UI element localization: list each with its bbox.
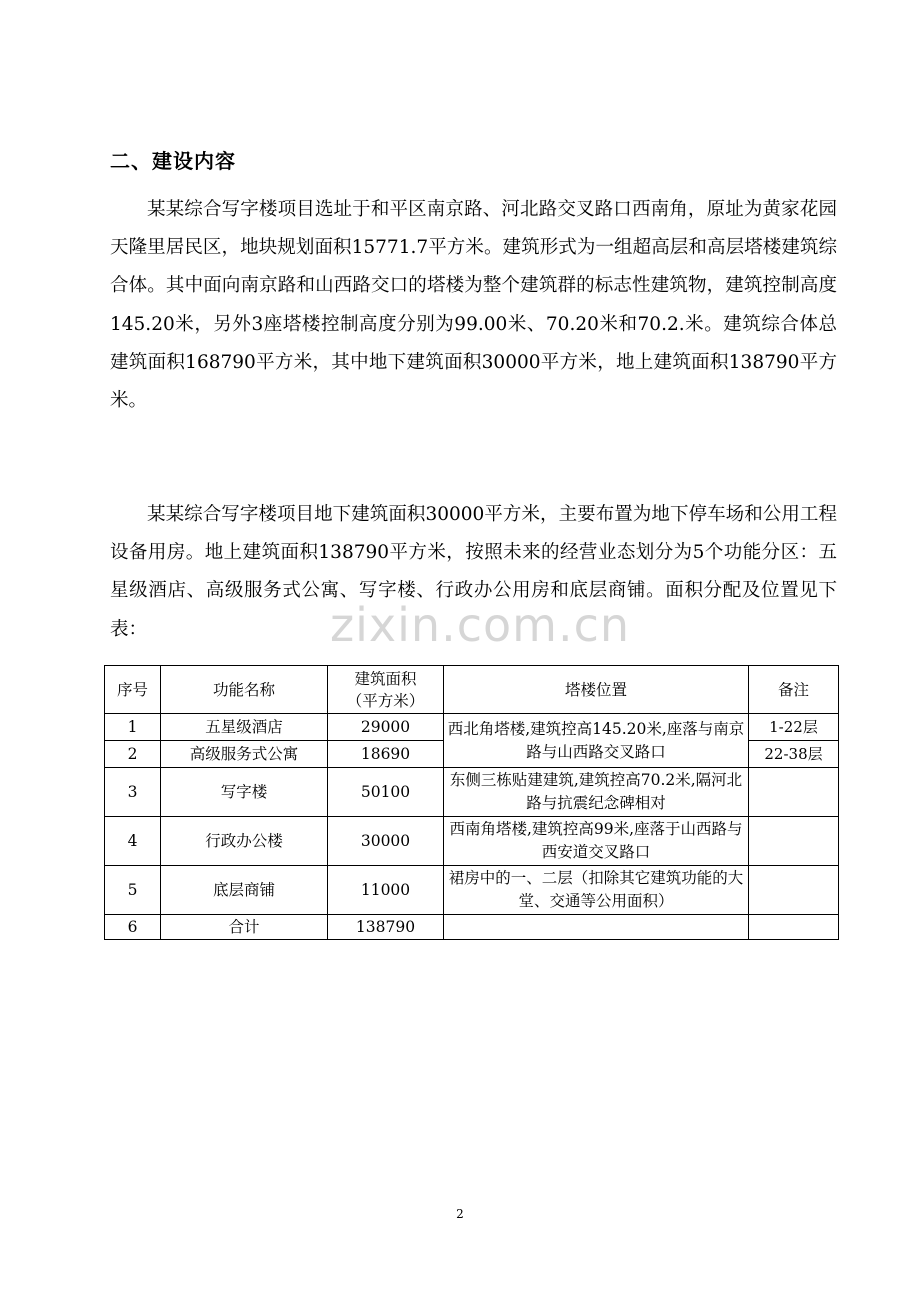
table-row xyxy=(105,768,839,817)
cell-name: 高级服务式公寓 xyxy=(161,741,328,768)
cell-location: 西南角塔楼,建筑控高99米,座落于山西路与西安道交叉路口 xyxy=(444,817,749,866)
paragraph-site-overview: 某某综合写字楼项目选址于和平区南京路、河北路交叉路口西南角，原址为黄家花园天隆里居民区，地块规划面积15771.7平方米。建筑形式为一组超高层和高层塔楼建筑综合体。其中面向南京路和山西路交口的塔楼为整个建筑群的标志性建筑物，建筑控制高度145.20米，另外3座塔楼控制高度分别为99.00米、70.20米和70.2.米。建筑综合体总建筑面积168790平方米，其中地下建筑面积30000平方米，地上建筑面积138790平方米。 xyxy=(110,199,837,412)
table-row-total xyxy=(105,915,839,940)
area-allocation-table xyxy=(104,665,839,940)
header-no: 序号 xyxy=(105,666,161,714)
cell-area: 18690 xyxy=(328,741,444,768)
cell-location xyxy=(444,915,749,940)
section-heading: 二、建设内容 xyxy=(110,149,236,173)
paragraph-function-zones: 某某综合写字楼项目地下建筑面积30000平方米，主要布置为地下停车场和公用工程设备用房。地上建筑面积138790平方米，按照未来的经营业态划分为5个功能分区：五星级酒店、高级服务式公寓、写字楼、行政办公用房和底层商铺。面积分配及位置见下表： xyxy=(110,504,837,640)
cell-note xyxy=(749,915,839,940)
table-header-row xyxy=(105,666,839,714)
header-note: 备注 xyxy=(749,666,839,714)
cell-no: 6 xyxy=(105,915,161,940)
cell-note xyxy=(749,866,839,915)
page-number: 2 xyxy=(456,1207,464,1221)
cell-name: 合计 xyxy=(161,915,328,940)
cell-name: 底层商铺 xyxy=(161,866,328,915)
header-location: 塔楼位置 xyxy=(444,666,749,714)
cell-area: 11000 xyxy=(328,866,444,915)
header-area xyxy=(328,666,444,714)
header-area-line2: （平方米） xyxy=(346,691,425,710)
table-row xyxy=(105,714,839,741)
cell-location: 裙房中的一、二层（扣除其它建筑功能的大堂、交通等公用面积） xyxy=(444,866,749,915)
cell-no: 5 xyxy=(105,866,161,915)
cell-no: 1 xyxy=(105,714,161,741)
cell-no: 2 xyxy=(105,741,161,768)
cell-location-merged: 西北角塔楼,建筑控高145.20米,座落与南京路与山西路交叉路口 xyxy=(444,714,749,768)
header-area-line1: 建筑面积 xyxy=(354,669,417,688)
cell-no: 3 xyxy=(105,768,161,817)
cell-name: 写字楼 xyxy=(161,768,328,817)
watermark: zixin.com.cn xyxy=(330,598,631,652)
cell-note: 1-22层 xyxy=(749,714,839,741)
cell-note: 22-38层 xyxy=(749,741,839,768)
cell-note xyxy=(749,768,839,817)
table-row xyxy=(105,817,839,866)
cell-area: 138790 xyxy=(328,915,444,940)
cell-location: 东侧三栋贴建建筑,建筑控高70.2米,隔河北路与抗震纪念碑相对 xyxy=(444,768,749,817)
table-row xyxy=(105,866,839,915)
cell-no: 4 xyxy=(105,817,161,866)
cell-area: 30000 xyxy=(328,817,444,866)
cell-note xyxy=(749,817,839,866)
cell-area: 29000 xyxy=(328,714,444,741)
cell-area: 50100 xyxy=(328,768,444,817)
cell-name: 行政办公楼 xyxy=(161,817,328,866)
cell-name: 五星级酒店 xyxy=(161,714,328,741)
header-name: 功能名称 xyxy=(161,666,328,714)
